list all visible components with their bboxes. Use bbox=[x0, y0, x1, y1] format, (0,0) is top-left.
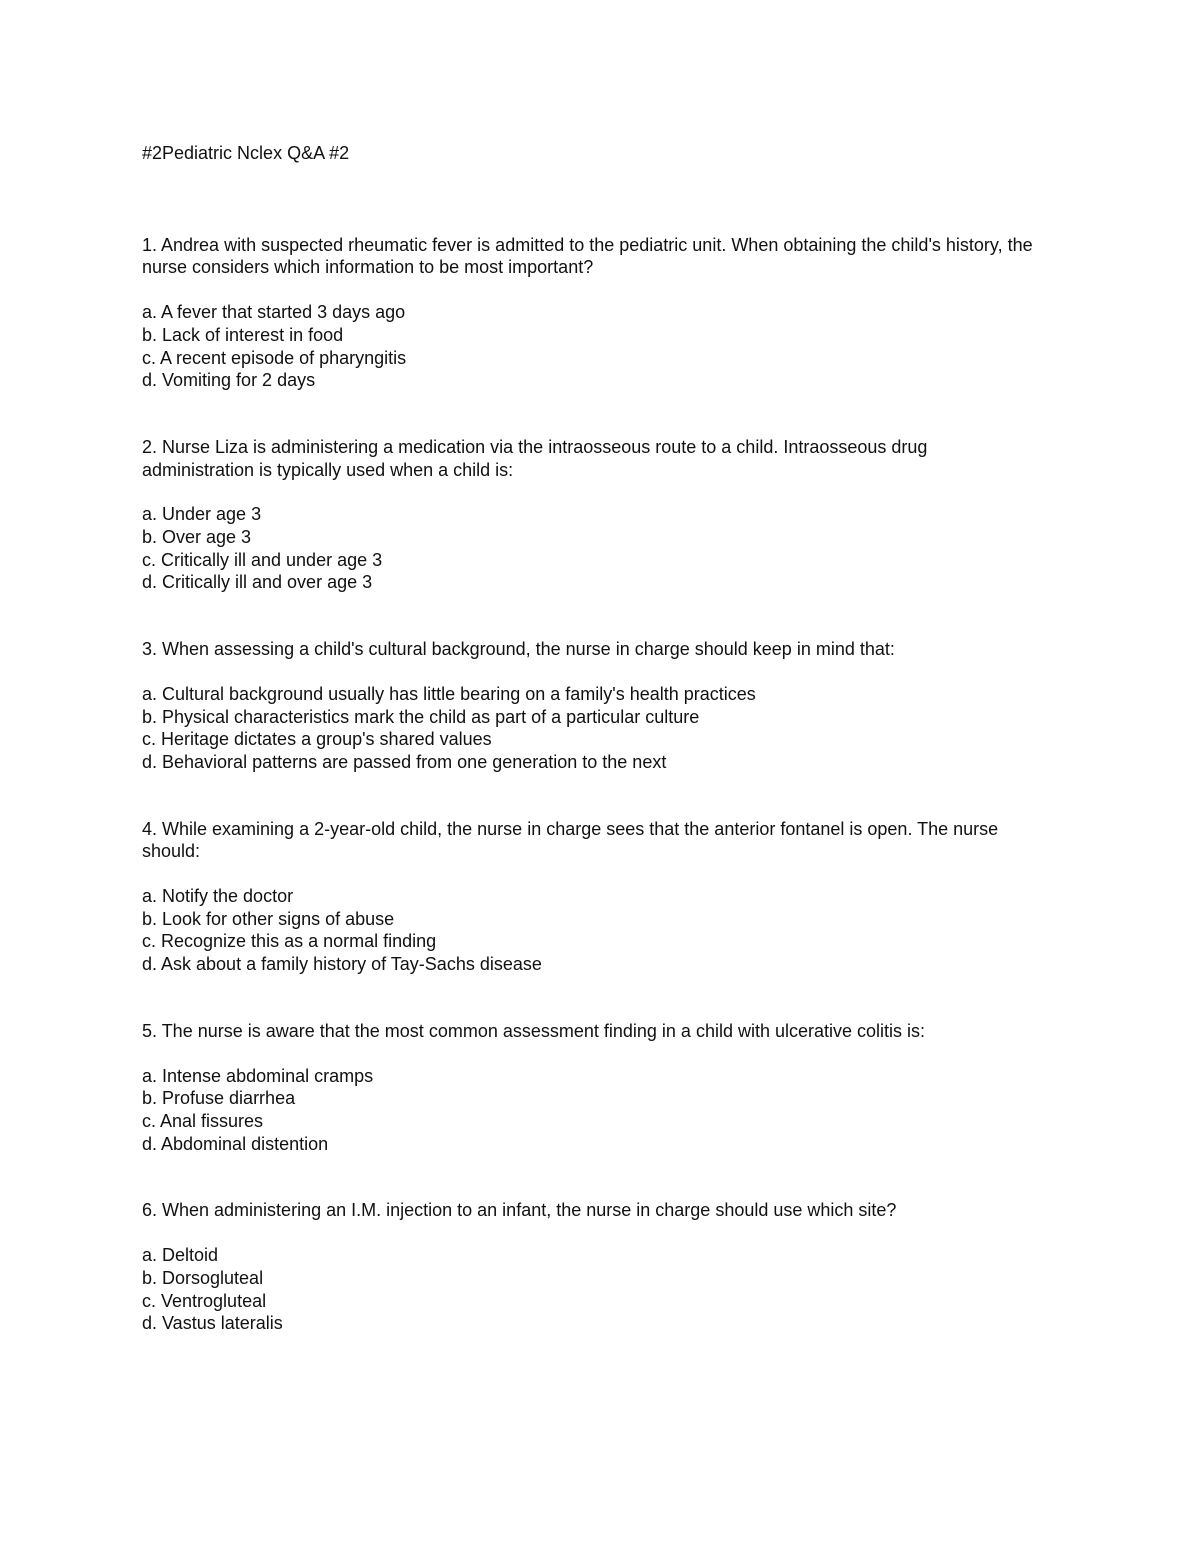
answer-option: a. Cultural background usually has little bearing on a family's health practices bbox=[142, 683, 756, 704]
answer-option: b. Look for other signs of abuse bbox=[142, 908, 395, 929]
question-2 bbox=[142, 436, 1042, 594]
answer-option: b. Dorsogluteal bbox=[142, 1267, 264, 1288]
answer-option: c. Critically ill and under age 3 bbox=[142, 549, 383, 570]
answer-options bbox=[142, 885, 1042, 976]
answer-option: d. Critically ill and over age 3 bbox=[142, 572, 373, 593]
answer-option: b. Profuse diarrhea bbox=[142, 1088, 296, 1109]
document-content bbox=[142, 142, 1042, 1335]
answer-option: b. Over age 3 bbox=[142, 527, 252, 548]
answer-option: a. Under age 3 bbox=[142, 504, 262, 525]
answer-options bbox=[142, 683, 1042, 774]
question-text: 5. The nurse is aware that the most common assessment finding in a child with ulcerative colitis is: bbox=[142, 1020, 926, 1041]
answer-option: d. Behavioral patterns are passed from one generation to the next bbox=[142, 751, 667, 772]
document-title: #2Pediatric Nclex Q&A #2 bbox=[142, 143, 350, 163]
question-5 bbox=[142, 1020, 1042, 1156]
question-4 bbox=[142, 818, 1042, 976]
answer-option: d. Vomiting for 2 days bbox=[142, 370, 316, 391]
answer-option: b. Physical characteristics mark the child as part of a particular culture bbox=[142, 706, 700, 727]
answer-option: d. Abdominal distention bbox=[142, 1133, 329, 1154]
answer-options bbox=[142, 1065, 1042, 1156]
question-1 bbox=[142, 234, 1042, 392]
answer-option: c. Heritage dictates a group's shared values bbox=[142, 729, 492, 750]
answer-option: a. Deltoid bbox=[142, 1245, 219, 1266]
answer-options bbox=[142, 301, 1042, 392]
answer-option: d. Ask about a family history of Tay-Sachs disease bbox=[142, 954, 542, 975]
answer-options bbox=[142, 1244, 1042, 1335]
answer-option: a. Notify the doctor bbox=[142, 886, 294, 907]
answer-option: c. A recent episode of pharyngitis bbox=[142, 347, 407, 368]
question-text: 3. When assessing a child's cultural background, the nurse in charge should keep in mind that: bbox=[142, 639, 895, 660]
answer-option: c. Ventrogluteal bbox=[142, 1290, 267, 1311]
question-text: 4. While examining a 2-year-old child, the nurse in charge sees that the anterior fontanel is open. The nurse should: bbox=[142, 818, 999, 862]
question-text: 1. Andrea with suspected rheumatic fever is admitted to the pediatric unit. When obtaining the child's history, the nurse considers which information to be most important? bbox=[142, 234, 1033, 278]
answer-option: a. A fever that started 3 days ago bbox=[142, 302, 406, 323]
question-text: 6. When administering an I.M. injection to an infant, the nurse in charge should use which site? bbox=[142, 1200, 897, 1221]
question-text: 2. Nurse Liza is administering a medication via the intraosseous route to a child. Intraosseous drug administration is typically used when a child is: bbox=[142, 436, 928, 480]
answer-option: c. Anal fissures bbox=[142, 1110, 264, 1131]
answer-option: d. Vastus lateralis bbox=[142, 1313, 283, 1334]
answer-option: c. Recognize this as a normal finding bbox=[142, 931, 437, 952]
question-6 bbox=[142, 1199, 1042, 1335]
question-3 bbox=[142, 638, 1042, 774]
answer-options bbox=[142, 503, 1042, 594]
answer-option: a. Intense abdominal cramps bbox=[142, 1065, 374, 1086]
answer-option: b. Lack of interest in food bbox=[142, 324, 344, 345]
